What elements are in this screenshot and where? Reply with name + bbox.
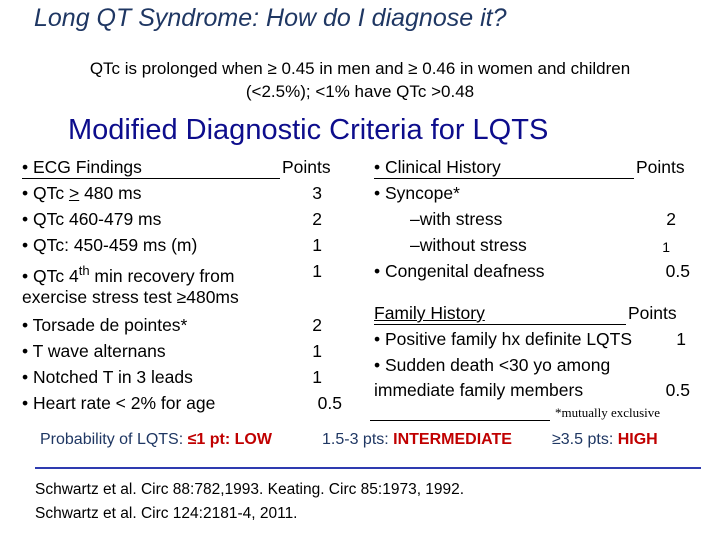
probability-low: [40, 431, 272, 449]
ecg-row-label: • Heart rate < 2% for age: [22, 393, 216, 413]
clinical-row-label: • Congenital deafness: [374, 261, 545, 281]
ecg-points: 0.5: [317, 393, 342, 413]
clinical-row-label: –with stress: [410, 209, 503, 229]
mid-range: 1.5-3 pts:: [322, 431, 394, 448]
qtc-definition: [0, 57, 720, 103]
clinical-history-header: • Clinical History: [374, 157, 501, 177]
ecg-row-label: • T wave alternans: [22, 341, 166, 361]
ecg-row-label: • Notched T in 3 leads: [22, 367, 193, 387]
clinical-row-label: –without stress: [410, 235, 527, 255]
section-divider: [35, 467, 701, 469]
ecg-points: 1: [312, 367, 322, 387]
ecg-points: 2: [312, 209, 322, 229]
high-label: HIGH: [617, 431, 658, 448]
clinical-points-header: Points: [636, 157, 685, 177]
reference-line: Schwartz et al. Circ 124:2181-4, 2011.: [35, 505, 298, 522]
ecg-row-qtc-480: • QTc > 480 ms: [22, 183, 142, 203]
family-row-label: • Positive family hx definite LQTS: [374, 329, 633, 349]
ecg-findings-header: • ECG Findings: [22, 157, 142, 177]
family-history-header: Family History: [374, 303, 485, 323]
family-points: 1: [676, 329, 686, 349]
high-range: ≥3.5 pts:: [552, 431, 618, 448]
family-row-label: immediate family members: [374, 380, 584, 400]
ecg-points: 1: [312, 341, 322, 361]
ecg-points: 3: [312, 183, 322, 203]
page-title: Long QT Syndrome: How do I diagnose it?: [34, 4, 507, 32]
ecg-points: 1: [312, 261, 322, 281]
ecg-row-4th-min: • QTc 4th min recovery from: [22, 263, 235, 286]
ecg-points: 1: [312, 235, 322, 255]
footnote-rule: [370, 420, 550, 421]
qtc-definition-line-1: QTc is prolonged when ≥ 0.45 in men and ≥ 0.46 in women and children: [89, 59, 631, 78]
clinical-points: 2: [666, 209, 676, 229]
family-header-underline: [374, 324, 626, 325]
family-points: 0.5: [665, 380, 690, 400]
clinical-row-label: • Syncope*: [374, 183, 460, 203]
ecg-row-label: • QTc: 450-459 ms (m): [22, 235, 198, 255]
ecg-points-header: Points: [282, 157, 331, 177]
probability-prefix: Probability of LQTS:: [40, 431, 188, 448]
clinical-points: 0.5: [665, 261, 690, 281]
probability-high: [552, 431, 658, 449]
criteria-heading: Modified Diagnostic Criteria for LQTS: [68, 114, 549, 146]
ge-symbol: >: [68, 183, 80, 203]
family-row-label: • Sudden death <30 yo among: [374, 355, 611, 375]
mutually-exclusive-note: *mutually exclusive: [555, 405, 661, 420]
low-range: ≤1 pt:: [187, 431, 235, 448]
qtc-definition-line-2: (<2.5%); <1% have QTc >0.48: [245, 82, 475, 101]
family-points-header: Points: [628, 303, 677, 323]
clinical-points: 1: [662, 239, 670, 255]
clinical-header-underline: [374, 178, 634, 179]
ecg-row-label: exercise stress test ≥480ms: [22, 287, 239, 307]
ecg-points: 2: [312, 315, 322, 335]
low-label: LOW: [234, 431, 272, 448]
probability-intermediate: [322, 431, 512, 449]
ecg-header-underline: [22, 178, 280, 179]
intermediate-label: INTERMEDIATE: [393, 431, 512, 448]
reference-line: Schwartz et al. Circ 88:782,1993. Keating. Circ 85:1973, 1992.: [35, 481, 465, 498]
ecg-row-label: • QTc 460-479 ms: [22, 209, 162, 229]
ecg-row-label: • Torsade de pointes*: [22, 315, 188, 335]
